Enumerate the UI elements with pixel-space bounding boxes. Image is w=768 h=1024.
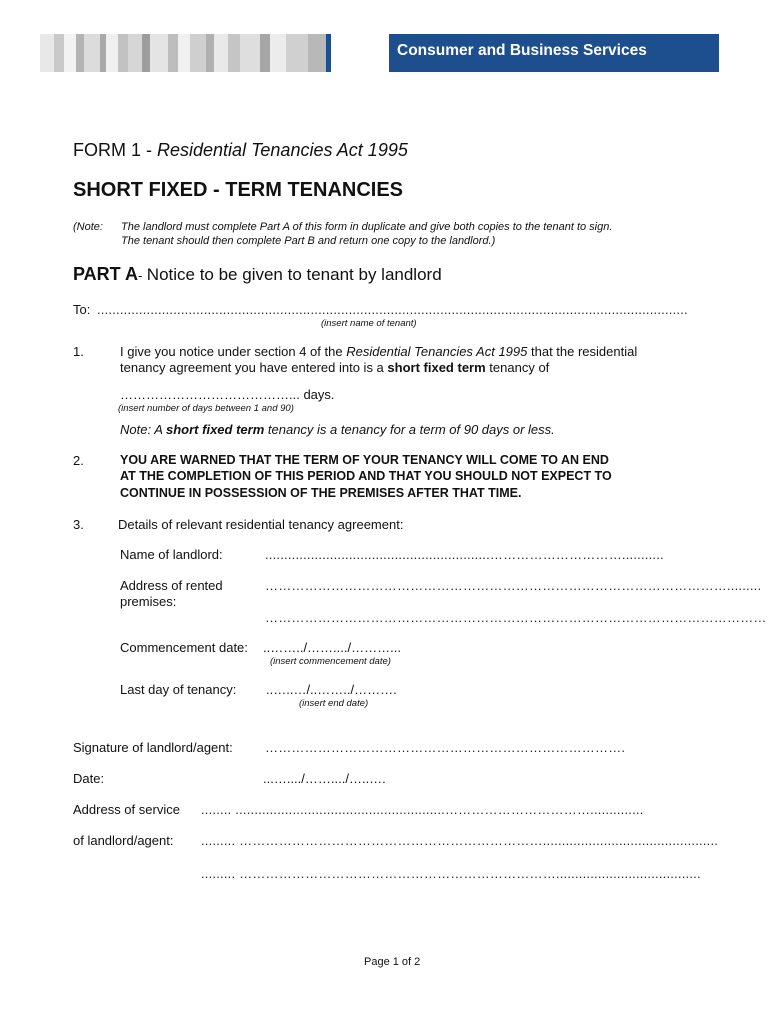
header-stripe [118, 34, 128, 72]
days-hint: (insert number of days between 1 and 90) [118, 403, 294, 414]
form-prefix: FORM 1 - [73, 140, 152, 160]
item-1-line-1 [120, 344, 637, 359]
header-stripe [240, 34, 260, 72]
part-a-title [73, 264, 442, 285]
header-stripe [286, 34, 308, 72]
header-stripe [190, 34, 206, 72]
commencement-date-field[interactable]: ..……../……..../………... [263, 640, 401, 655]
item-2-line-1: YOU ARE WARNED THAT THE TERM OF YOUR TENANCY WILL COME TO AN END [120, 453, 609, 467]
part-a-dash: - [138, 268, 143, 283]
header-stripe [260, 34, 270, 72]
header-stripe [76, 34, 84, 72]
item-1-note-bold: short fixed term [166, 422, 265, 437]
header-stripe [84, 34, 100, 72]
note-line-1: The landlord must complete Part A of this form in duplicate and give both copies to the tenant to sign. [121, 221, 613, 233]
item-1-note-b: tenancy is a tenancy for a term of 90 days or less. [267, 422, 555, 437]
rented-address-label-1: Address of rented [120, 578, 223, 593]
item-1-number: 1. [73, 344, 84, 359]
header-stripe [270, 34, 286, 72]
days-field[interactable]: …………………………………... days. [120, 387, 335, 402]
service-address-label-1: Address of service [73, 802, 180, 817]
service-address-field-3[interactable]: ......... ………………………………………………………………...................................... [201, 866, 701, 881]
last-day-hint: (insert end date) [299, 698, 369, 709]
landlord-name-field[interactable]: ...........................................................…………………………........... [265, 547, 664, 562]
header-stripes [40, 34, 390, 72]
header-stripe [40, 34, 54, 72]
header-stripe [54, 34, 64, 72]
service-address-field-2[interactable]: ......... …………………………………………………………….............................................. [201, 833, 719, 848]
date-label: Date: [73, 771, 105, 786]
rented-address-label-2: premises: [120, 594, 177, 609]
item-1-line2-b: tenancy of [489, 360, 550, 375]
header-stripe [178, 34, 190, 72]
header-stripe [168, 34, 178, 72]
part-a-label: PART A [73, 264, 138, 284]
landlord-name-label: Name of landlord: [120, 547, 223, 562]
item-1-act: Residential Tenancies Act 1995 [346, 344, 528, 359]
header-stripe [64, 34, 76, 72]
header-stripe [308, 34, 326, 72]
service-address-field-1[interactable]: ........ .......................................................…………………………….............. [201, 802, 644, 817]
date-field[interactable]: ...…..../……..../…..…. [263, 771, 386, 786]
last-day-field[interactable]: ..…..…/..……../………. [266, 682, 397, 697]
header-stripe [228, 34, 240, 72]
header-stripe [150, 34, 168, 72]
form-act: Residential Tenancies Act 1995 [157, 140, 408, 160]
service-address-label-2: of landlord/agent: [73, 833, 174, 848]
item-1-line-2 [120, 360, 549, 375]
form-heading: SHORT FIXED - TERM TENANCIES [73, 179, 404, 201]
header-title: Consumer and Business Services [397, 42, 647, 59]
header-stripe [128, 34, 142, 72]
item-1-line2-bold: short fixed term [387, 360, 486, 375]
signature-field[interactable]: ………………………………………………………………………. [265, 740, 626, 755]
header-stripe [326, 34, 331, 72]
header-stripe [142, 34, 150, 72]
rented-address-field-1[interactable]: ……………………………………………………………………………………………......... [265, 578, 762, 593]
header-stripe [214, 34, 228, 72]
item-1-text-b: that the residential [531, 344, 638, 359]
page-number: Page 1 of 2 [364, 956, 421, 968]
last-day-label: Last day of tenancy: [120, 682, 237, 697]
header-banner [389, 34, 719, 72]
note-label: (Note: [73, 221, 103, 233]
item-1-line2-a: tenancy agreement you have entered into is a [120, 360, 384, 375]
item-3-number: 3. [73, 517, 84, 532]
note-line-2: The tenant should then complete Part B and return one copy to the landlord.) [121, 235, 496, 247]
item-2-line-3: CONTINUE IN POSSESSION OF THE PREMISES AFTER THAT TIME. [120, 486, 522, 500]
tenant-name-field[interactable]: ........................................................................................................................................................... [97, 302, 688, 317]
commencement-date-label: Commencement date: [120, 640, 248, 655]
item-2-line-2: AT THE COMPLETION OF THIS PERIOD AND THAT YOU SHOULD NOT EXPECT TO [120, 469, 612, 483]
header-stripe [206, 34, 214, 72]
form-title [73, 140, 408, 161]
commencement-date-hint: (insert commencement date) [270, 656, 391, 667]
item-2-number: 2. [73, 453, 84, 468]
item-1-note [120, 422, 555, 437]
item-1-text-a: I give you notice under section 4 of the [120, 344, 343, 359]
rented-address-field-2[interactable]: …………………………………………………………………………………………………… [265, 610, 767, 625]
header-stripe [106, 34, 118, 72]
to-label: To: [73, 302, 91, 317]
item-3-text: Details of relevant residential tenancy agreement: [118, 517, 404, 532]
signature-label: Signature of landlord/agent: [73, 740, 233, 755]
part-a-subtitle: Notice to be given to tenant by landlord [146, 265, 442, 284]
item-1-note-a: Note: A [120, 422, 163, 437]
tenant-name-hint: (insert name of tenant) [321, 318, 417, 329]
